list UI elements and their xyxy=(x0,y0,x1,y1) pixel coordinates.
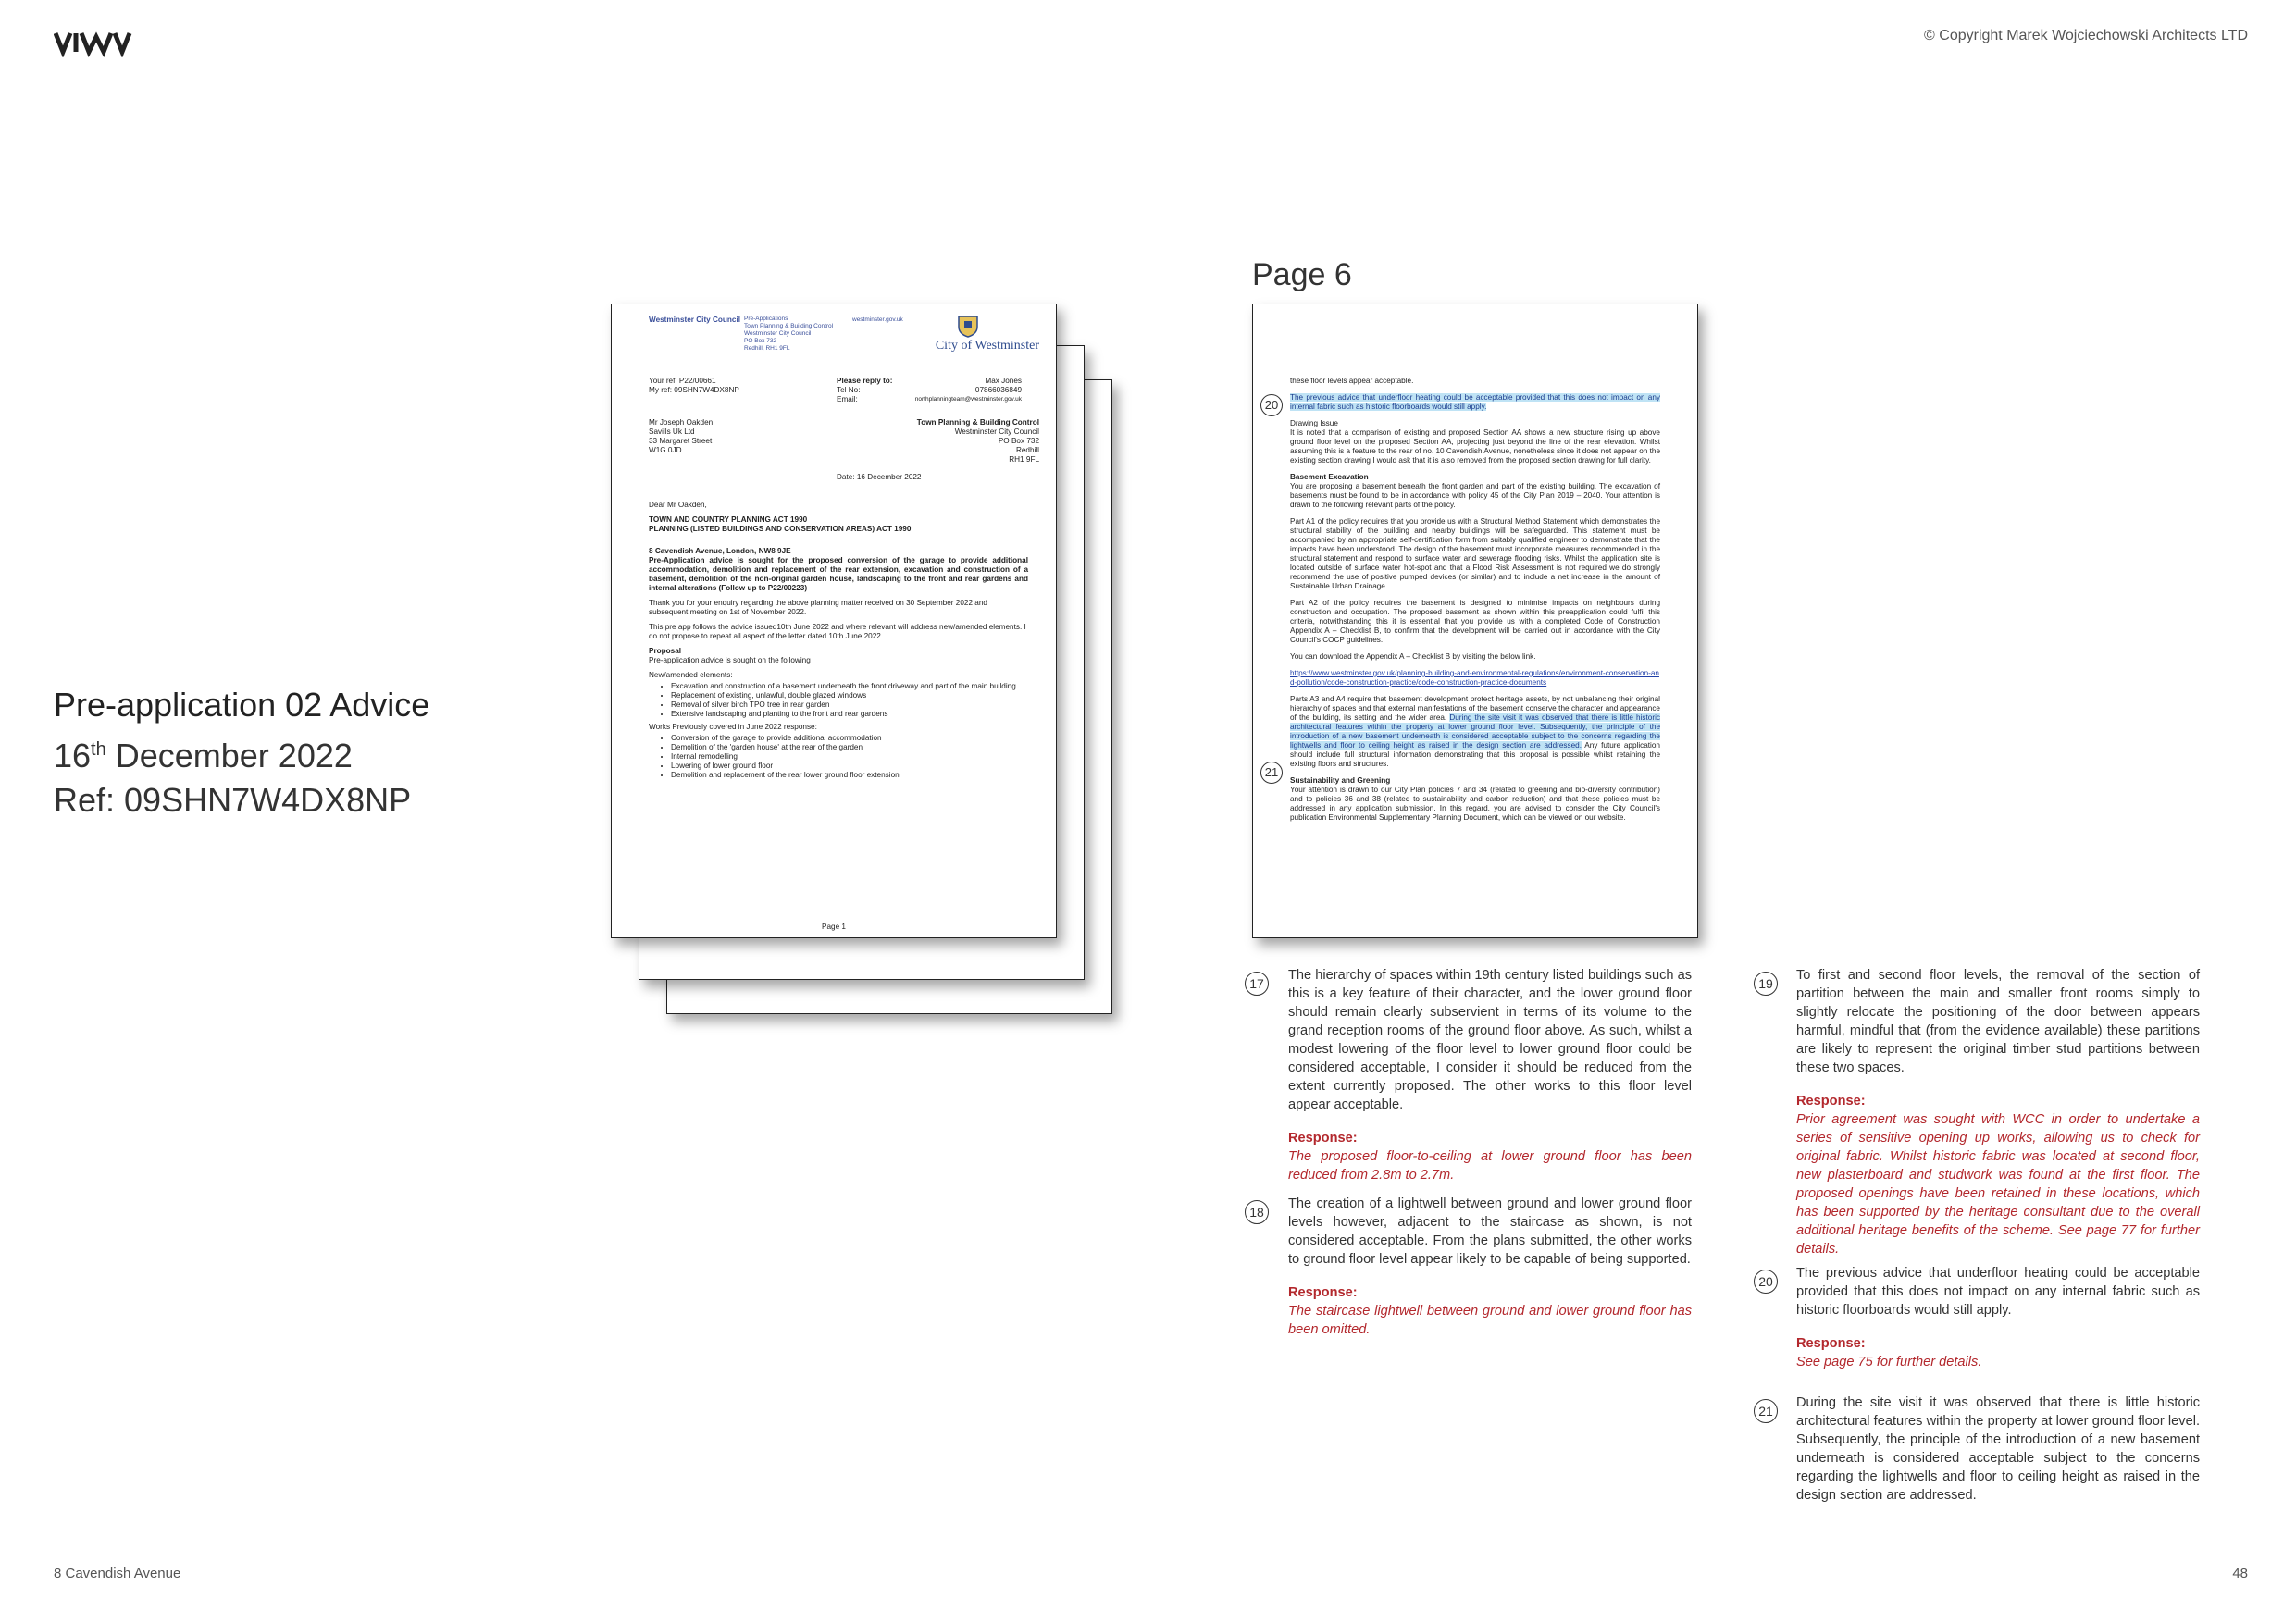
marker-20: 20 xyxy=(1260,394,1283,416)
doc-title: Pre-application 02 Advice xyxy=(54,686,430,724)
marker-21: 21 xyxy=(1260,762,1283,784)
highlight-21: During the site visit it was observed that there is little historic architectural features within the property at lower ground floor level. Subsequently, the principle of the introduction of a new basement underneath is considered acceptable subject to the concerns regarding the lightwells and floor to ceiling height as raised in the design section are addressed. xyxy=(1290,713,1660,750)
reply-to: Please reply to: Max Jones Tel No: 07866036849 Email: northplanningteam@westminster.gov.uk xyxy=(837,377,1022,403)
note-17-marker: 17 xyxy=(1245,972,1269,996)
highlight-20: The previous advice that underfloor heating could be acceptable provided that this does not impact on any internal fabric such as historic floorboards would still apply. xyxy=(1290,393,1660,411)
new-elements-list: • Excavation and construction of a basement underneath the front driveway and part of the main building • Replacement of existing, unlawful, double glazed windows • Removal of silver birch TPO tree in rear garden • Extensive landscaping and planting to the front and rear gardens xyxy=(671,682,1028,719)
council-address: Pre-Applications Town Planning & Building Control Westminster City Council PO Box 732 Redhill, RH1 9FL xyxy=(744,316,834,352)
council-website: westminster.gov.uk xyxy=(852,316,903,323)
note-21: During the site visit it was observed that there is little historic architectural features within the property at lower ground floor level. Subsequently, the principle of the introduction of a new basement underneath is considered acceptable subject to the concerns regarding the lightwells and floor to ceiling height as raised in the design section are addressed. xyxy=(1796,1395,2200,1503)
crest-title: City of Westminster xyxy=(935,339,1039,353)
previous-works-list: • Conversion of the garage to provide additional accommodation • Demolition of the 'garden house' at the rear of the garden • Internal remodelling • Lowering of lower ground floor • Demolition and replacement of the rear lower ground floor extension xyxy=(671,734,1028,780)
refs: Your ref: P22/00661 My ref: 09SHN7W4DX8NP xyxy=(649,377,739,394)
tpbc-address: Town Planning & Building Control Westminster City Council PO Box 732 Redhill RH1 9FL xyxy=(916,418,1039,464)
note-19: To first and second floor levels, the removal of the section of partition between the main and smaller front rooms simply to slightly relocate the positioning of the door between appears harmful, mindful that (from the evidence available) these partitions are likely to represent the original timber stud partitions between these two spaces. Response: Prior agreement was sought with WCC in order to undertake a series of sensitive opening up works, allowing us to check for original fabric. Whilst historic fabric was located at second floor, new plasterboard and studwork was found at the first floor. The proposed openings have been retained in these locations, which has been supported by the heritage consultant due to the overall additional heritage benefits of the scheme. See page 77 for further details. xyxy=(1796,968,2200,1257)
council-name: Westminster City Council xyxy=(649,316,741,324)
westminster-crest-icon xyxy=(956,314,980,338)
note-17: The hierarchy of spaces within 19th century listed buildings such as this is a key feature of their character, and the lower ground floor should remain clearly subservient in terms of its volume to the grand reception rooms of the ground floor above. As such, whilst a modest lowering of the floor level to lower ground floor could be considered acceptable, I consider it should be reduced from the extent currently proposed. The other works to this floor level appear acceptable. Response: The proposed floor-to-ceiling at lower ground floor has been reduced from 2.8m to 2.7m. xyxy=(1288,968,1692,1183)
footer-page-number: 48 xyxy=(2232,1566,2248,1581)
footer-project: 8 Cavendish Avenue xyxy=(54,1566,181,1581)
page6-body: these floor levels appear acceptable. The previous advice that underfloor heating could be acceptable provided that this does not impact on any internal fabric such as historic floorboards would still apply. Drawing Issue It is noted that a comparison of existing and proposed Section AA shows a new structure rising up above ground floor level on the proposed Section AA, projecting just beyond the line of the rear elevation. Whilst assuming this is a feature to the rear of no. 10 Cavendish Avenue, nonetheless since it does not appear on the existing section drawing I would ask that it is also removed from the proposed section drawing for full clarity. Basement Excavation You are proposing a basement beneath the front garden and part of the existing building. The excavation of basements must be found to be in accordance with policy 45 of the City Plan 2019 – 2040. Your attention is drawn to the following relevant parts of the policy. Part A1 of the policy requires that you provide us with a Structural Method Statement which demonstrates the structural stability of the building and nearby buildings will be safeguarded. This statement must be accompanied by an appropriate self-certification form from suitably qualified engineer to demonstrate that the impacts have been understood. The design of the basement must incorporate measures recommended in the structural statement and respond to surface water and sewerage flooding risks. Whilst the application site is located outside of surface water hot-spot and that a Flood Risk Assessment is not required we do strongly recommend the use of positive pumped devices (or similar) and to include a net increase in the amount of Sustainable Urban Drainage. Part A2 of the policy requires the basement is designed to minimise impacts on neighbours during construction and occupation. The proposed basement as shown within this preapplication could fulfil this criteria, notwithstanding this it is essential that you provide us with a completed Code of Construction Appendix A – Checklist B, to confirm that the development will be carried out in accordance with the City Council's COCP guidelines. You can download the Appendix A – Checklist B by visiting the below link. https://www.westminster.gov.uk/planning-building-and-environmental-regulations/environment-conservation-and-pollution/code-construction-practice/code-construction-practice-documents Parts A3 and A4 require that basement development protect heritage assets, by not unbalancing their original hierarchy of spaces and that external manifestations of the basement conserve the character and appearance of the building, its setting and the wider area. During the site visit it was observed that there is little historic architectural features within the property at lower ground floor level. Subsequently, the principle of the introduction of a new basement underneath is considered acceptable subject to the concerns regarding the lightwells and floor to ceiling height as raised in the design section are addressed. Any future application should include full structural information demonstrating that this proposal is possible whilst retaining the existing floors and structures. Sustainability and Greening Your attention is drawn to our City Plan policies 7 and 34 (related to greening and bio-diversity contribution) and to policies 36 and 38 (related to sustainability and carbon reduction) and that these policies must be addressed in any application submission. In this regard, you are advised to consider the City Council's publication Environmental Supplementary Planning Document, which can be viewed on our website. xyxy=(1290,377,1660,822)
copyright-notice: © Copyright Marek Wojciechowski Architects LTD xyxy=(1924,28,2248,43)
note-20: The previous advice that underfloor heating could be acceptable provided that this does not impact on any internal fabric such as historic floorboards would still apply. Response: See page 75 for further details. xyxy=(1796,1266,2200,1369)
vmw-logo xyxy=(54,28,137,57)
page6-label: Page 6 xyxy=(1252,257,1352,292)
letter-page-6 xyxy=(1252,304,1698,938)
note-18: The creation of a lightwell between ground and lower ground floor levels however, adjacent to the staircase as shown, is not considered acceptable. From the plans submitted, the other works to ground floor level appear likely to be capable of being supported. Response: The staircase lightwell between ground and lower ground floor has been omitted. xyxy=(1288,1196,1692,1337)
note-21-marker: 21 xyxy=(1754,1399,1778,1423)
doc-date: 16th December 2022 xyxy=(54,737,353,774)
letter-page-1 xyxy=(611,304,1057,938)
checklist-link[interactable]: https://www.westminster.gov.uk/planning-building-and-environmental-regulations/environment-conservation-and-pollution/code-construction-practice/code-construction-practice-documents xyxy=(1290,669,1659,687)
note-18-marker: 18 xyxy=(1245,1200,1269,1224)
note-19-marker: 19 xyxy=(1754,972,1778,996)
doc-ref: Ref: 09SHN7W4DX8NP xyxy=(54,781,412,819)
letter-body: Dear Mr Oakden, TOWN AND COUNTRY PLANNING ACT 1990 PLANNING (LISTED BUILDINGS AND CONSERVATION AREAS) ACT 1990 8 Cavendish Avenue, London, NW8 9JE Pre-Application advice is sought for the proposed conversion of the garage to provide additional accommodation, demolition and replacement of the rear extension, excavation and construction of a basement, demolition of the non-original garden house, landscaping to the front and rear gardens and internal alterations (Follow up to P22/00223) Thank you for your enquiry regarding the above planning matter received on 30 September 2022 and subsequent meeting on 1st of November 2022. This pre app follows the advice issued10th June 2022 and where relevant will address new/amended elements. I do not propose to repeat all aspect of the letter dated 10th June 2022. Proposal Pre-application advice is sought on the following New/amended elements: • Excavation and construction of a basement underneath the front driveway and part of the main building • Replacement of existing, unlawful, double glazed windows • Removal of silver birch TPO tree in rear garden • Extensive landscaping and planting to the front and rear gardens Works Previously covered in June 2022 response: • Conversion of the garage to provide additional accommodation • Demolition of the 'garden house' at the rear of the garden • Internal remodelling • Lowering of lower ground floor • Demolition and replacement of the rear lower ground floor extension xyxy=(649,501,1028,784)
letter-date: Date: 16 December 2022 xyxy=(837,473,922,481)
letter-page-footer: Page 1 xyxy=(822,923,846,931)
recipient: Mr Joseph Oakden Savills Uk Ltd 33 Margaret Street W1G 0JD xyxy=(649,418,714,454)
title-block xyxy=(54,683,429,823)
note-20-marker: 20 xyxy=(1754,1270,1778,1294)
